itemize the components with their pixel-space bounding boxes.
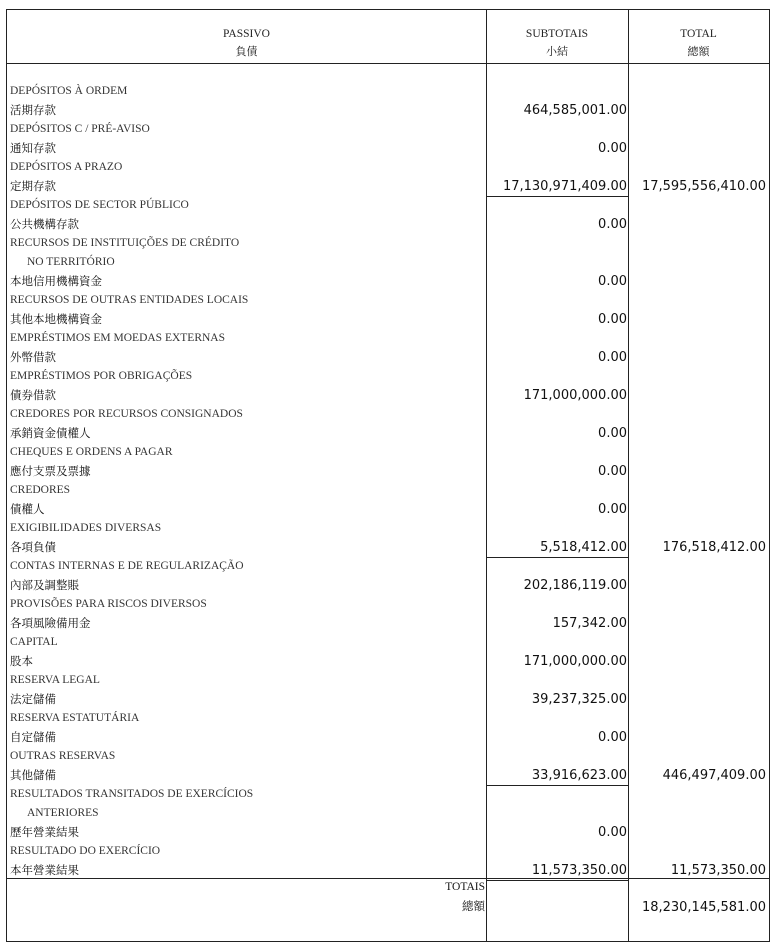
subtotal-value: 0.00 <box>598 217 627 232</box>
header-divider <box>7 63 769 64</box>
ledger-line <box>7 82 769 101</box>
ledger-line <box>7 234 769 253</box>
ledger-line <box>7 576 769 595</box>
item-label-zh: 各項風險備用金 <box>10 616 91 630</box>
subtotal-value: 39,237,325.00 <box>531 692 627 707</box>
subtotal-value: 202,186,119.00 <box>523 578 627 593</box>
header-subtotais <box>486 26 628 60</box>
item-label-zh: 歷年營業結果 <box>10 825 79 839</box>
ledger-line <box>7 709 769 728</box>
subtotal-value: 0.00 <box>598 350 627 365</box>
item-label-pt-cont: ANTERIORES <box>27 807 99 819</box>
ledger-line <box>7 329 769 348</box>
item-label-zh: 應付支票及票據 <box>10 464 91 478</box>
item-label-pt: CONTAS INTERNAS E DE REGULARIZAÇÃO <box>10 560 244 572</box>
item-label-zh: 內部及調整賬 <box>10 578 79 592</box>
ledger-line <box>7 462 769 481</box>
item-label-pt: EMPRÉSTIMOS POR OBRIGAÇÕES <box>10 370 193 382</box>
item-label-pt: CREDORES POR RECURSOS CONSIGNADOS <box>10 408 243 420</box>
subtotal-value: 171,000,000.00 <box>523 654 627 669</box>
item-label-zh: 公共機構存款 <box>10 217 79 231</box>
item-label-zh: 本年營業結果 <box>10 863 79 877</box>
ledger-line <box>7 272 769 291</box>
subtotal-rule <box>486 880 628 881</box>
total-value: 176,518,412.00 <box>662 540 766 555</box>
ledger-line <box>7 386 769 405</box>
subtotal-value: 0.00 <box>598 464 627 479</box>
ledger-line <box>7 557 769 576</box>
ledger-line <box>7 367 769 386</box>
ledger-line <box>7 196 769 215</box>
subtotal-value: 0.00 <box>598 825 627 840</box>
header-passivo <box>7 26 486 60</box>
item-label-zh: 活期存款 <box>10 103 56 117</box>
item-label-zh: 法定儲備 <box>10 692 56 706</box>
ledger-line <box>7 424 769 443</box>
subtotal-value: 464,585,001.00 <box>523 103 627 118</box>
ledger-line <box>7 633 769 652</box>
item-label-pt: CAPITAL <box>10 636 58 648</box>
subtotal-value: 0.00 <box>598 274 627 289</box>
item-label-pt: DEPÓSITOS DE SECTOR PÚBLICO <box>10 199 189 211</box>
ledger-line <box>7 310 769 329</box>
header-passivo-pt: PASSIVO <box>223 28 270 40</box>
subtotal-value: 0.00 <box>598 502 627 517</box>
item-label-zh: 股本 <box>10 654 33 668</box>
ledger-line <box>7 101 769 120</box>
ledger-line <box>7 177 769 196</box>
total-value: 11,573,350.00 <box>670 863 766 878</box>
ledger-line <box>7 766 769 785</box>
item-label-pt: RESULTADOS TRANSITADOS DE EXERCÍCIOS <box>10 788 254 800</box>
grand-total-value: 18,230,145,581.00 <box>641 900 766 915</box>
ledger-line <box>7 500 769 519</box>
item-label-pt: DEPÓSITOS A PRAZO <box>10 161 123 173</box>
subtotal-value: 17,130,971,409.00 <box>502 179 627 194</box>
item-label-pt: RESERVA ESTATUTÁRIA <box>10 712 140 724</box>
ledger-line <box>7 348 769 367</box>
header-subtotais-pt: SUBTOTAIS <box>525 28 589 40</box>
subtotal-value: 11,573,350.00 <box>531 863 627 878</box>
item-label-pt: EXIGIBILIDADES DIVERSAS <box>10 522 162 534</box>
subtotal-value: 157,342.00 <box>552 616 627 631</box>
ledger-line <box>7 671 769 690</box>
subtotal-value: 0.00 <box>598 312 627 327</box>
item-label-pt: CHEQUES E ORDENS A PAGAR <box>10 446 173 458</box>
ledger-line <box>7 158 769 177</box>
subtotal-value: 0.00 <box>598 141 627 156</box>
item-label-zh: 本地信用機構資金 <box>10 274 102 288</box>
item-label-pt: DEPÓSITOS À ORDEM <box>10 85 128 97</box>
header-total-pt: TOTAL <box>680 28 717 40</box>
ledger-line <box>7 614 769 633</box>
totals-label-pt: TOTAIS <box>445 881 485 893</box>
subtotal-value: 0.00 <box>598 426 627 441</box>
ledger-line <box>7 519 769 538</box>
balance-sheet-liabilities <box>6 9 770 942</box>
header-total <box>628 26 769 60</box>
item-label-pt: DEPÓSITOS C / PRÉ-AVISO <box>10 123 150 135</box>
ledger-line <box>7 253 769 272</box>
item-label-zh: 債權人 <box>10 502 45 516</box>
item-label-zh: 各項負債 <box>10 540 56 554</box>
item-label-pt-cont: NO TERRITÓRIO <box>27 256 115 268</box>
ledger-line <box>7 842 769 861</box>
ledger-line <box>7 747 769 766</box>
ledger-line <box>7 595 769 614</box>
item-label-pt: CREDORES <box>10 484 71 496</box>
item-label-zh: 債券借款 <box>10 388 56 402</box>
header-passivo-zh: 負債 <box>235 45 258 58</box>
header-subtotais-zh: 小結 <box>546 45 568 58</box>
subtotal-value: 171,000,000.00 <box>523 388 627 403</box>
item-label-pt: RESULTADO DO EXERCÍCIO <box>10 845 161 857</box>
total-value: 446,497,409.00 <box>662 768 766 783</box>
item-label-zh: 其他儲備 <box>10 768 56 782</box>
ledger-line <box>7 823 769 842</box>
item-label-pt: RECURSOS DE OUTRAS ENTIDADES LOCAIS <box>10 294 249 306</box>
item-label-zh: 定期存款 <box>10 179 56 193</box>
item-label-pt: OUTRAS RESERVAS <box>10 750 116 762</box>
header-total-zh: 總額 <box>687 45 710 58</box>
ledger-line <box>7 785 769 804</box>
subtotal-value: 5,518,412.00 <box>540 540 627 555</box>
item-label-zh: 其他本地機構資金 <box>10 312 102 326</box>
ledger-line <box>7 291 769 310</box>
ledger-line <box>7 139 769 158</box>
subtotal-value: 33,916,623.00 <box>531 768 627 783</box>
ledger-line <box>7 728 769 747</box>
ledger-line <box>7 405 769 424</box>
ledger-line <box>7 690 769 709</box>
ledger-line <box>7 538 769 557</box>
totals-label <box>387 878 485 916</box>
item-label-pt: RECURSOS DE INSTITUIÇÕES DE CRÉDITO <box>10 237 240 249</box>
item-label-pt: EMPRÉSTIMOS EM MOEDAS EXTERNAS <box>10 332 226 344</box>
ledger-line <box>7 804 769 823</box>
ledger-line <box>7 120 769 139</box>
item-label-pt: RESERVA LEGAL <box>10 674 100 686</box>
ledger-line <box>7 652 769 671</box>
ledger-line <box>7 215 769 234</box>
item-label-zh: 自定儲備 <box>10 730 56 744</box>
totals-label-zh: 總額 <box>462 899 485 913</box>
item-label-zh: 承銷資金債權人 <box>10 426 91 440</box>
ledger-line <box>7 481 769 500</box>
item-label-zh: 外幣借款 <box>10 350 56 364</box>
item-label-pt: PROVISÕES PARA RISCOS DIVERSOS <box>10 598 207 610</box>
ledger-line <box>7 443 769 462</box>
item-label-zh: 通知存款 <box>10 141 56 155</box>
subtotal-value: 0.00 <box>598 730 627 745</box>
total-value: 17,595,556,410.00 <box>641 179 766 194</box>
